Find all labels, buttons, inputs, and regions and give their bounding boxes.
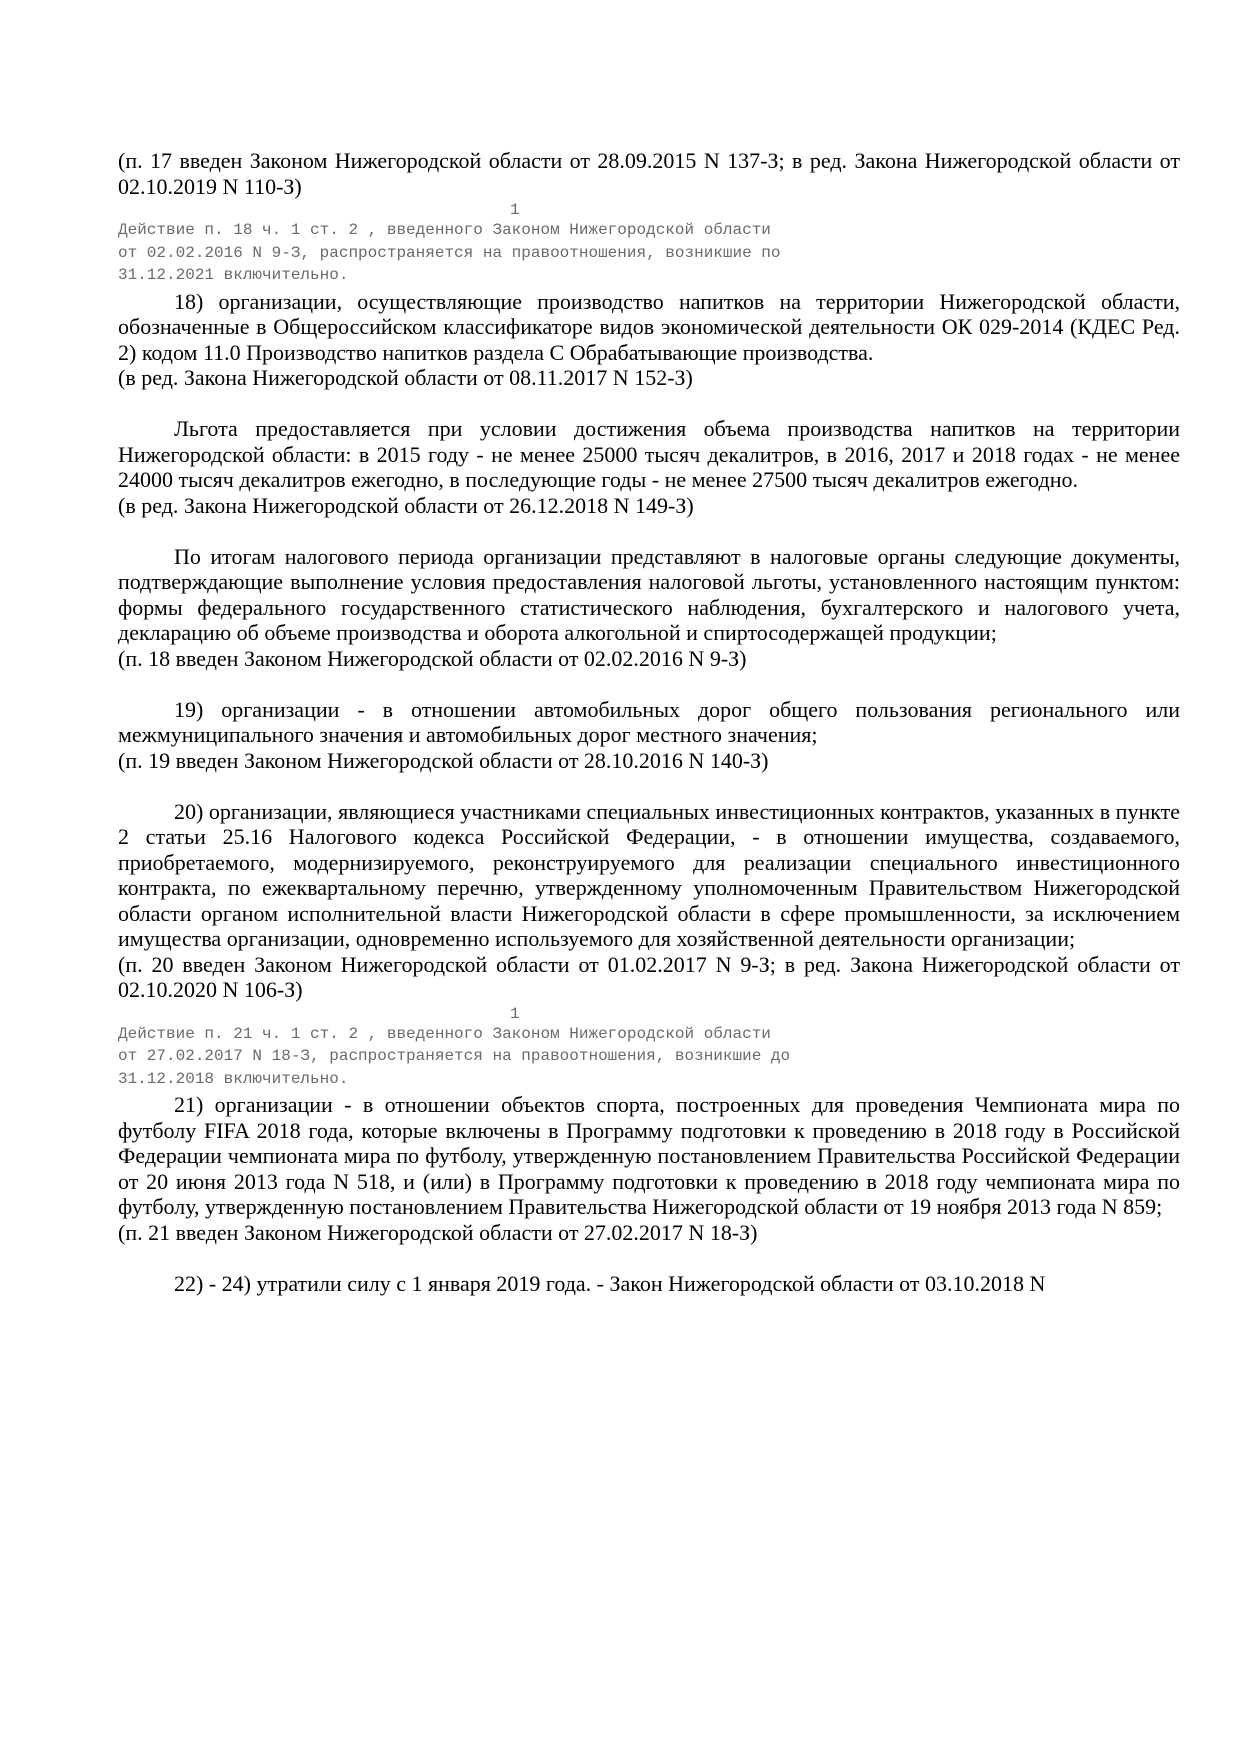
paragraph-item-19: 19) организации - в отношении автомобильных дорог общего пользования регионального или межмуниципального значения и автомобильных дорог местного значения; xyxy=(118,696,1180,747)
amendment-note: (п. 18 введен Законом Нижегородской области от 02.02.2016 N 9-З) xyxy=(118,645,747,671)
paragraph-documents: По итогам налогового периода организации представляют в налоговые органы следующие документы, подтверждающие выполнение условия предоставления налоговой льготы, установленного настоящим пунктом: формы федерального государственного статистического наблюдения, бухгалтерского и налогового учета, декларацию об объеме производства и оборота алкогольной и спиртосодержащей продукции; xyxy=(118,543,1180,645)
amendment-note: (п. 19 введен Законом Нижегородской области от 28.10.2016 N 140-З) xyxy=(118,747,769,773)
note-line: от 02.02.2016 N 9-З, распространяется на правоотношения, возникшие по xyxy=(118,243,781,262)
spacer xyxy=(118,671,1180,697)
paragraph-item-18: 18) организации, осуществляющие производство напитков на территории Нижегородской области, обозначенные в Общероссийском классификаторе видов экономической деятельности ОК 029-2014 (КДЕС Ред. 2) кодом 11.0 Производство напитков раздела С Обрабатывающие производства. xyxy=(118,288,1180,365)
document-page xyxy=(118,148,1180,1296)
spacer xyxy=(118,518,1180,544)
spacer xyxy=(118,1245,1180,1271)
paragraph-item-21: 21) организации - в отношении объектов спорта, построенных для проведения Чемпионата мира по футболу FIFA 2018 года, которые включены в Программу подготовки к проведению в 2018 году в Российской Федерации чемпионата мира по футболу, утвержденную постановлением Правительства Российской Федерации от 20 июня 2013 года N 518, и (или) в Программу подготовки к проведению в 2018 году чемпионата мира по футболу, утвержденную постановлением Правительства Нижегородской области от 19 ноября 2013 года N 859; xyxy=(118,1092,1180,1219)
paragraph-items-22-24: 22) - 24) утратили силу с 1 января 2019 года. - Закон Нижегородской области от 03.10.2018 N xyxy=(174,1270,1046,1296)
paragraph-item-20: 20) организации, являющиеся участниками специальных инвестиционных контрактов, указанных в пункте 2 статьи 25.16 Налогового кодекса Российской Федерации, - в отношении имущества, создаваемого, приобретаемого, модернизируемого, реконструируемого для реализации специального инвестиционного контракта, по ежеквартальному перечню, утвержденному уполномоченным Правительством Нижегородской области органом исполнительной власти Нижегородской области в сфере промышленности, за исключением имущества организации, одновременно используемого для хозяйственной деятельности организации; xyxy=(118,798,1180,951)
spacer xyxy=(118,391,1180,417)
note-superscript: 1 xyxy=(510,1004,520,1023)
note-line: 31.12.2021 включительно. xyxy=(118,266,349,284)
spacer xyxy=(118,773,1180,799)
amendment-note: (п. 20 введен Законом Нижегородской области от 01.02.2017 N 9-З; в ред. Закона Нижегородской области от 02.10.2020 N 106-З) xyxy=(118,951,1180,1002)
amendment-note: (в ред. Закона Нижегородской области от 26.12.2018 N 149-З) xyxy=(118,492,694,518)
amendment-note: (п. 21 введен Законом Нижегородской области от 27.02.2017 N 18-З) xyxy=(118,1219,758,1245)
note-line: Действие п. 21 ч. 1 ст. 2 , введенного Законом Нижегородской области xyxy=(118,1024,771,1043)
note-line: Действие п. 18 ч. 1 ст. 2 , введенного Законом Нижегородской области xyxy=(118,221,771,239)
paragraph-benefit-condition: Льгота предоставляется при условии достижения объема производства напитков на территории Нижегородской области: в 2015 году - не менее 25000 тысяч декалитров, в 2016, 2017 и 2018 годах - не менее 24000 тысяч декалитров ежегодно, в последующие годы - не менее 27500 тысяч декалитров ежегодно. xyxy=(118,416,1180,492)
validity-note-p21 xyxy=(118,1005,1180,1091)
validity-note-p18 xyxy=(118,201,1180,287)
note-superscript: 1 xyxy=(510,201,520,219)
note-line: от 27.02.2017 N 18-З, распространяется на правоотношения, возникшие до xyxy=(118,1047,791,1065)
note-line: 31.12.2018 включительно. xyxy=(118,1069,349,1088)
amendment-note: (в ред. Закона Нижегородской области от 08.11.2017 N 152-З) xyxy=(118,365,693,390)
amendment-note-p17: (п. 17 введен Законом Нижегородской области от 28.09.2015 N 137-З; в ред. Закона Нижегородской области от 02.10.2019 N 110-З) xyxy=(118,148,1180,199)
